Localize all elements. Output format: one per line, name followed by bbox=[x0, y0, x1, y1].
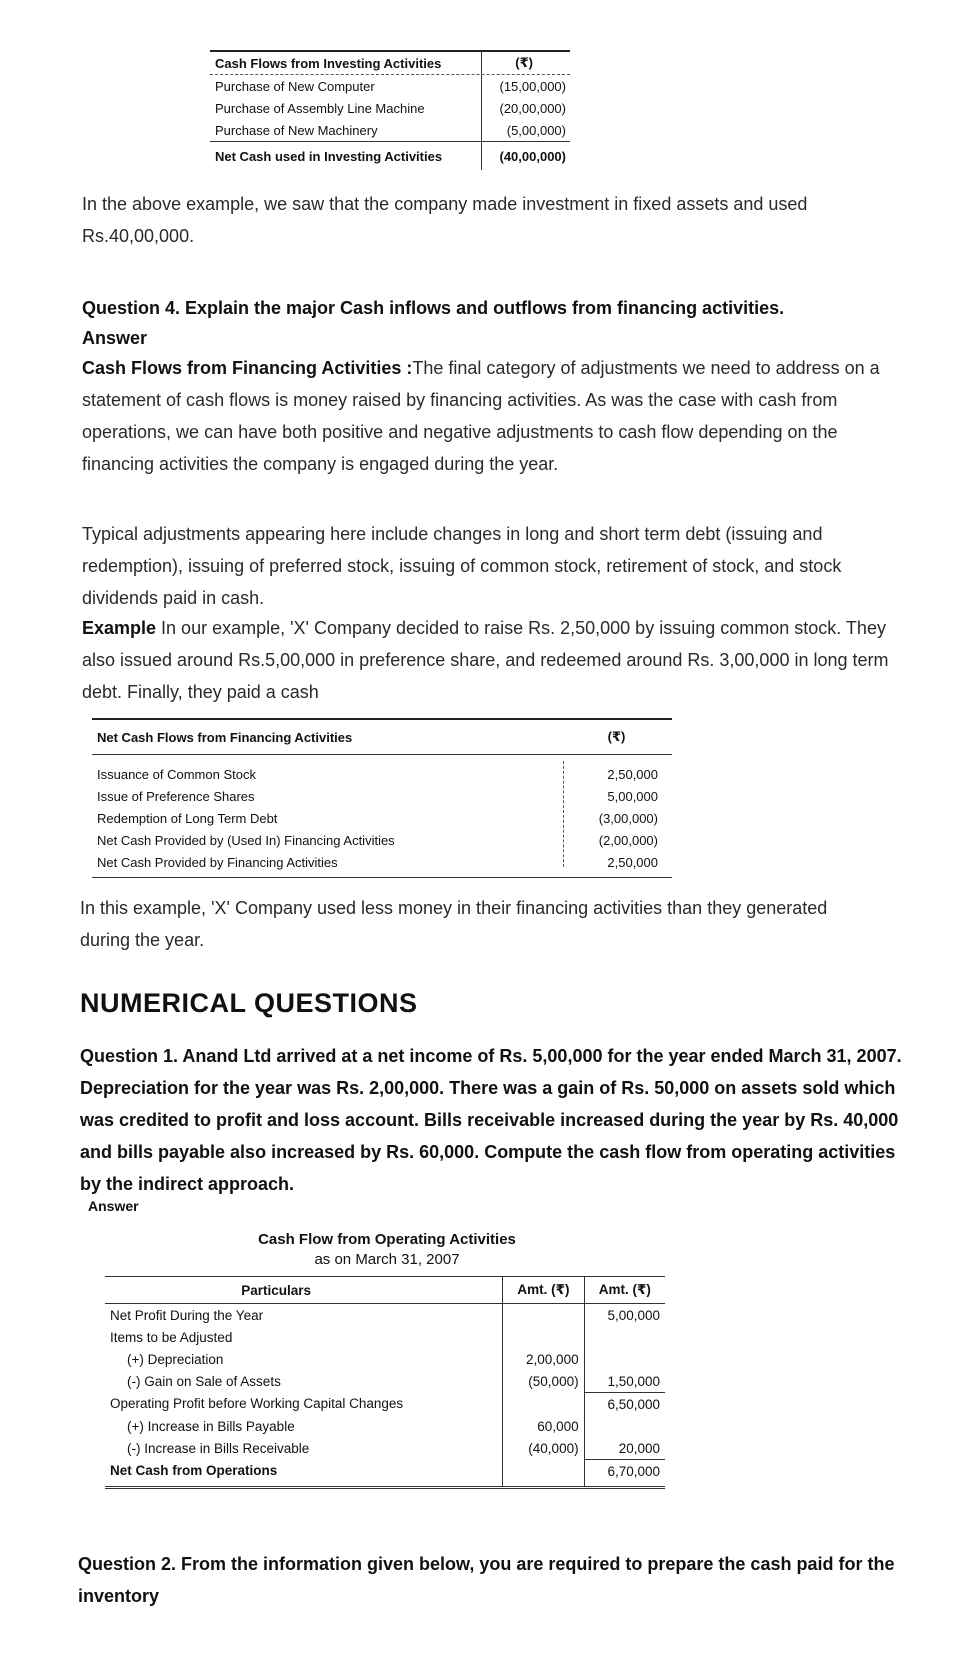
lead-text: The final category of adjustments we need to address on a statement of cash flows is money raised by financing activities. As was the case with cash from operations, we can have both positive and negative adjustments to cash flow depending on the financing activities the company is engaged during the year. bbox=[82, 358, 880, 474]
table-row bbox=[210, 75, 570, 97]
table-row bbox=[92, 807, 672, 829]
table-row bbox=[92, 785, 672, 807]
table-row bbox=[105, 1348, 665, 1370]
row-label: (-) Increase in Bills Receivable bbox=[127, 1440, 310, 1456]
total-value: (40,00,000) bbox=[481, 142, 570, 170]
row-amt1 bbox=[503, 1393, 584, 1416]
table-row bbox=[105, 1460, 665, 1483]
row-amt2: 20,000 bbox=[618, 1440, 660, 1456]
para-investing: In the above example, we saw that the company made investment in fixed assets and used Rs.40,00,000. bbox=[82, 194, 808, 246]
row-value: (20,00,000) bbox=[481, 97, 570, 119]
table-bottom-rule bbox=[105, 1482, 665, 1488]
row-amt2 bbox=[584, 1348, 665, 1370]
row-label: Net Cash Provided by Financing Activities bbox=[97, 854, 338, 870]
table-row bbox=[105, 1326, 665, 1348]
question4-answer-label: Answer bbox=[82, 328, 148, 348]
row-amt1 bbox=[503, 1304, 584, 1327]
row-label: Net Cash from Operations bbox=[110, 1463, 278, 1479]
row-amt1: 60,000 bbox=[503, 1415, 584, 1437]
row-amt2: 6,70,000 bbox=[584, 1460, 665, 1483]
col-amt1: Amt. (₹) bbox=[503, 1277, 584, 1304]
row-value: (15,00,000) bbox=[481, 75, 570, 97]
row-label: Issue of Preference Shares bbox=[97, 788, 255, 804]
row-label: Purchase of New Machinery bbox=[215, 122, 378, 138]
question1-title: Question 1. Anand Ltd arrived at a net income of Rs. 5,00,000 for the year ended March 31, 2007. Depreciation for the year was Rs. 2,00,000. There was a gain of Rs. 50,000 on assets sold which was credited to profit and loss account. Bills receivable increased during the year by Rs. 40,000 and bills payable also increased by Rs. 60,000. Compute the cash flow from operating activities by the indirect approach. bbox=[80, 1046, 902, 1194]
operating-title-line1: Cash Flow from Operating Activities bbox=[258, 1231, 516, 1248]
financing-table bbox=[92, 718, 672, 878]
financing-header-unit: (₹) bbox=[607, 729, 626, 744]
row-label: Items to be Adjusted bbox=[110, 1329, 233, 1345]
row-amt1: (40,000) bbox=[503, 1437, 584, 1460]
operating-title-line2: as on March 31, 2007 bbox=[314, 1251, 460, 1268]
row-label: Purchase of New Computer bbox=[215, 78, 375, 94]
row-amt1: (50,000) bbox=[503, 1370, 584, 1393]
total-label: Net Cash used in Investing Activities bbox=[215, 148, 443, 164]
investing-header-unit: (₹) bbox=[481, 52, 570, 74]
row-amt2: 5,00,000 bbox=[607, 1307, 660, 1323]
row-amt2 bbox=[584, 1415, 665, 1437]
row-amt2 bbox=[584, 1326, 665, 1348]
operating-table-header bbox=[105, 1277, 665, 1304]
row-value: 2,50,000 bbox=[607, 766, 658, 782]
financing-table-header bbox=[92, 718, 672, 755]
question2-title: Question 2. From the information given below, you are required to prepare the cash paid for the inventory bbox=[78, 1554, 895, 1606]
financing-header-label: Net Cash Flows from Financing Activities bbox=[97, 729, 353, 745]
row-label: Net Cash Provided by (Used In) Financing Activities bbox=[97, 832, 395, 848]
row-amt1: 2,00,000 bbox=[503, 1348, 584, 1370]
question4-title: Question 4. Explain the major Cash inflows and outflows from financing activities. bbox=[82, 298, 785, 318]
row-amt2: 1,50,000 bbox=[607, 1373, 660, 1389]
para-financing: In this example, 'X' Company used less money in their financing activities than they generated during the year. bbox=[80, 898, 828, 950]
lead-bold: Cash Flows from Financing Activities : bbox=[82, 358, 413, 378]
question1-answer-label: Answer bbox=[88, 1198, 139, 1214]
row-amt1 bbox=[503, 1460, 584, 1483]
row-label: Redemption of Long Term Debt bbox=[97, 810, 278, 826]
investing-header-label: Cash Flows from Investing Activities bbox=[215, 55, 442, 71]
row-value: 5,00,000 bbox=[607, 788, 658, 804]
table-row bbox=[92, 763, 672, 785]
section-heading: NUMERICAL QUESTIONS bbox=[80, 988, 418, 1018]
row-label: Issuance of Common Stock bbox=[97, 766, 256, 782]
example-label: Example bbox=[82, 618, 157, 638]
table-row bbox=[105, 1437, 665, 1460]
table-row bbox=[105, 1393, 665, 1416]
row-value: 2,50,000 bbox=[607, 854, 658, 870]
table-row bbox=[92, 829, 672, 851]
row-amt1 bbox=[503, 1326, 584, 1348]
question4-para2: Typical adjustments appearing here include changes in long and short term debt (issuing and redemption), issuing of preferred stock, issuing of common stock, retirement of stock, and stock dividends paid in cash. bbox=[82, 524, 842, 608]
col-amt2: Amt. (₹) bbox=[584, 1277, 665, 1304]
row-label: Net Profit During the Year bbox=[110, 1307, 264, 1323]
table-row bbox=[210, 119, 570, 141]
operating-table bbox=[105, 1276, 665, 1489]
investing-table bbox=[210, 50, 570, 170]
row-label: Operating Profit before Working Capital Changes bbox=[110, 1396, 404, 1412]
table-row bbox=[105, 1415, 665, 1437]
row-value: (5,00,000) bbox=[481, 119, 570, 141]
question4-lead bbox=[82, 352, 882, 480]
row-label: (-) Gain on Sale of Assets bbox=[127, 1373, 281, 1389]
row-label: (+) Depreciation bbox=[127, 1351, 224, 1367]
row-amt2: 6,50,000 bbox=[584, 1393, 665, 1416]
row-value: (3,00,000) bbox=[598, 810, 658, 826]
col-particulars: Particulars bbox=[105, 1277, 503, 1304]
question4-example bbox=[82, 612, 902, 708]
row-label: (+) Increase in Bills Payable bbox=[127, 1418, 295, 1434]
investing-total-row bbox=[210, 141, 570, 170]
financing-table-body bbox=[92, 755, 672, 878]
table-row bbox=[92, 851, 672, 873]
table-row bbox=[105, 1304, 665, 1327]
table-row bbox=[105, 1370, 665, 1393]
row-label: Purchase of Assembly Line Machine bbox=[215, 100, 425, 116]
row-value: (2,00,000) bbox=[598, 832, 658, 848]
operating-table-title bbox=[222, 1230, 552, 1270]
example-text: In our example, 'X' Company decided to raise Rs. 2,50,000 by issuing common stock. They also issued around Rs.5,00,000 in preference share, and redeemed around Rs. 3,00,000 in long term debt. Finally, they paid a cash bbox=[82, 618, 889, 702]
investing-table-header bbox=[210, 50, 570, 75]
table-row bbox=[210, 97, 570, 119]
